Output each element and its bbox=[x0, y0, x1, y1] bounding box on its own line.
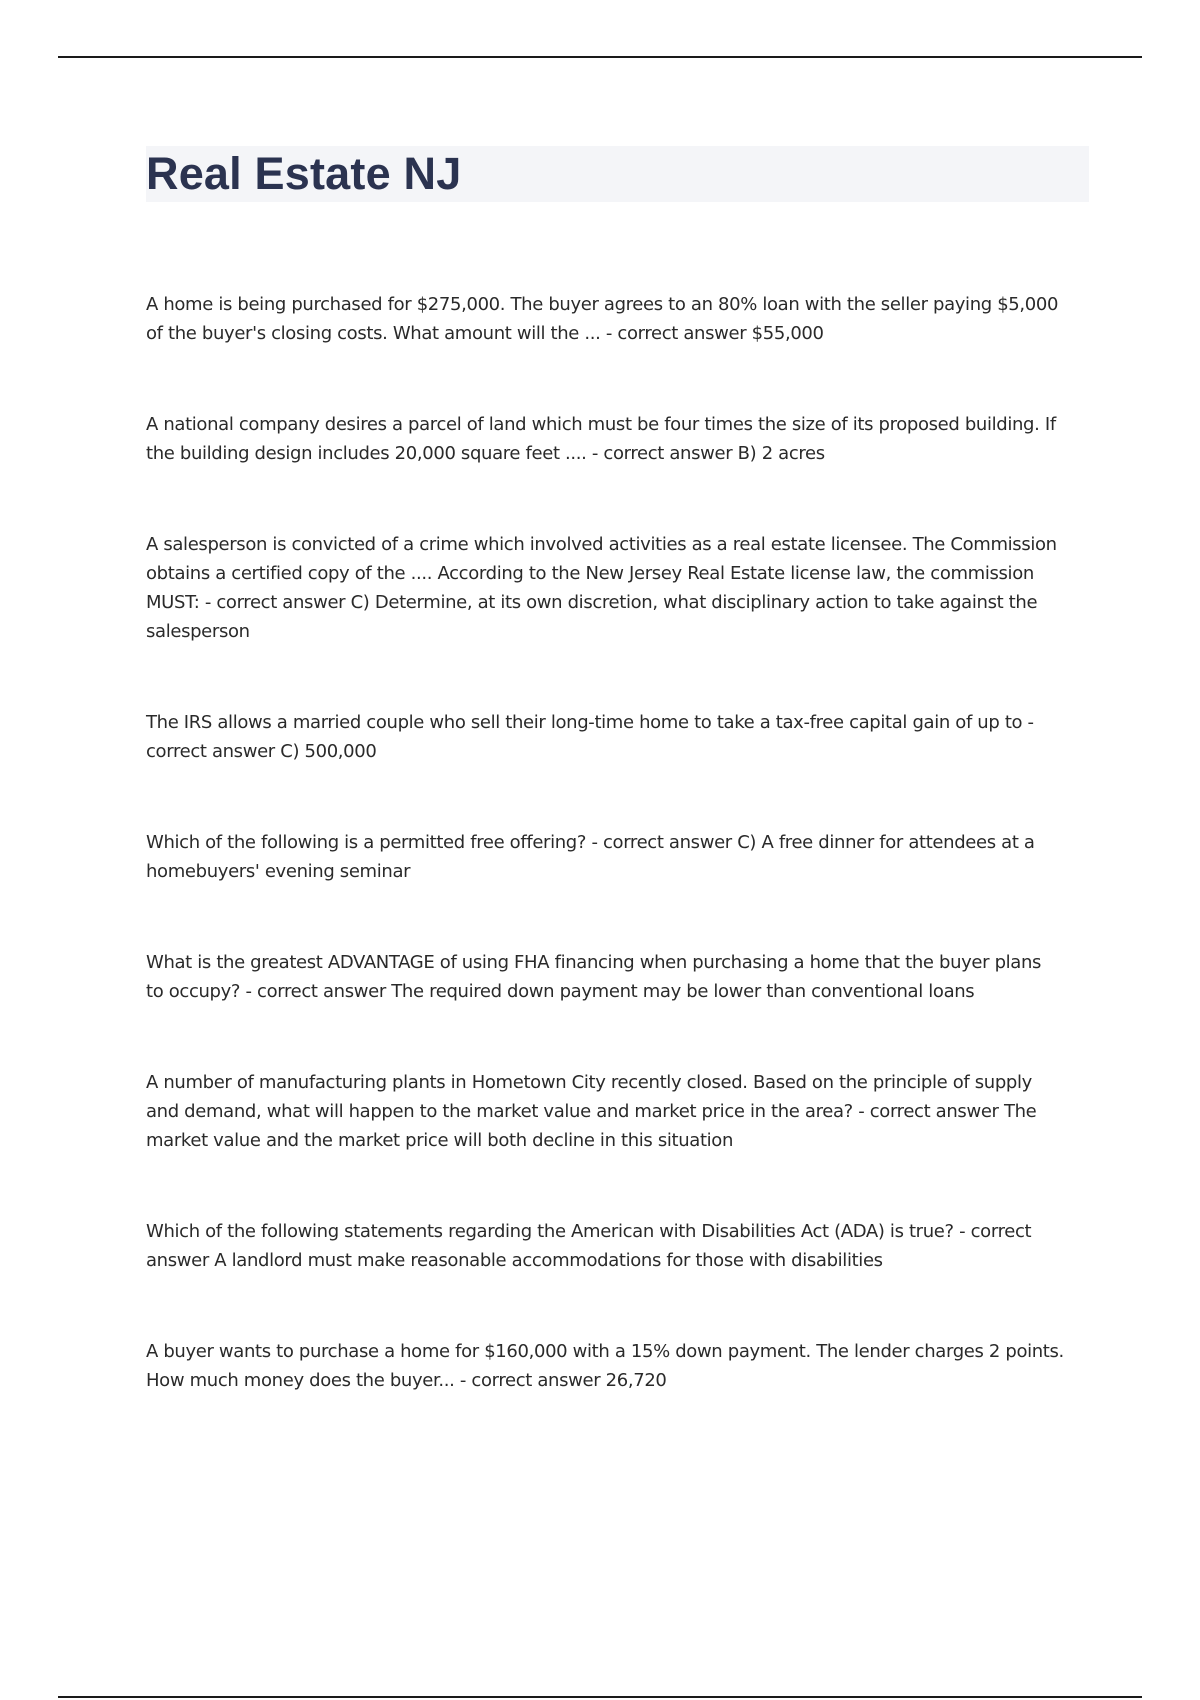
question-text: A home is being purchased for $275,000. The buyer agrees to an 80% loan with the seller paying $5,000 of the buyer's closing costs. What amount will the ... bbox=[146, 294, 1059, 344]
answer-separator: - correct answer bbox=[852, 1101, 1004, 1122]
qa-item bbox=[146, 530, 1096, 646]
qa-item bbox=[146, 948, 1096, 1006]
qa-item bbox=[146, 410, 1096, 468]
answer-text: C) A free dinner for attendees at a homebuyers' evening seminar bbox=[146, 832, 1035, 882]
title-banner bbox=[146, 146, 1089, 202]
answer-separator: - correct answer bbox=[199, 592, 351, 613]
answer-separator: - correct answer bbox=[586, 832, 738, 853]
answer-separator: - correct answer bbox=[454, 1370, 606, 1391]
question-text: Which of the following is a permitted free offering? bbox=[146, 832, 587, 853]
qa-list bbox=[146, 290, 1096, 1457]
question-text: A buyer wants to purchase a home for $160,000 with a 15% down payment. The lender charges 2 points. How much money does the buyer... bbox=[146, 1341, 1064, 1391]
question-text: Which of the following statements regarding the American with Disabilities Act (ADA) is true? bbox=[146, 1221, 954, 1242]
answer-text: A landlord must make reasonable accommodations for those with disabilities bbox=[214, 1250, 883, 1271]
answer-text: $55,000 bbox=[751, 323, 824, 344]
answer-separator: - correct answer bbox=[240, 981, 392, 1002]
answer-text: The required down payment may be lower than conventional loans bbox=[391, 981, 975, 1002]
qa-item bbox=[146, 1337, 1096, 1395]
question-text: A national company desires a parcel of land which must be four times the size of its proposed building. If the building design includes 20,000 square feet .... bbox=[146, 414, 1056, 464]
top-divider bbox=[58, 56, 1142, 58]
question-text: The IRS allows a married couple who sell their long-time home to take a tax-free capital gain of up to bbox=[146, 712, 1023, 733]
question-text: A number of manufacturing plants in Hometown City recently closed. Based on the principle of supply and demand, what will happen to the market value and market price in the area? bbox=[146, 1072, 1032, 1122]
answer-text: B) 2 acres bbox=[737, 443, 825, 464]
question-text: A salesperson is convicted of a crime which involved activities as a real estate licensee. The Commission obtains a certified copy of the .... According to the New Jersey Real Estate license law, the commission MUST: bbox=[146, 534, 1057, 613]
qa-item bbox=[146, 1068, 1096, 1155]
answer-text: C) 500,000 bbox=[280, 741, 377, 762]
qa-item bbox=[146, 828, 1096, 886]
answer-text: 26,720 bbox=[605, 1370, 667, 1391]
answer-text: The market value and the market price will both decline in this situation bbox=[146, 1101, 1037, 1151]
answer-separator: - correct answer bbox=[146, 712, 1034, 762]
bottom-divider bbox=[58, 1696, 1142, 1698]
qa-item bbox=[146, 708, 1096, 766]
answer-separator: - correct answer bbox=[146, 1221, 1032, 1271]
question-text: What is the greatest ADVANTAGE of using FHA financing when purchasing a home that the buyer plans to occupy? bbox=[146, 952, 1042, 1002]
answer-separator: - correct answer bbox=[586, 443, 738, 464]
answer-text: C) Determine, at its own discretion, what disciplinary action to take against the salesperson bbox=[146, 592, 1038, 642]
page-title: Real Estate NJ bbox=[146, 148, 462, 199]
qa-item bbox=[146, 1217, 1096, 1275]
qa-item bbox=[146, 290, 1096, 348]
answer-separator: - correct answer bbox=[600, 323, 752, 344]
